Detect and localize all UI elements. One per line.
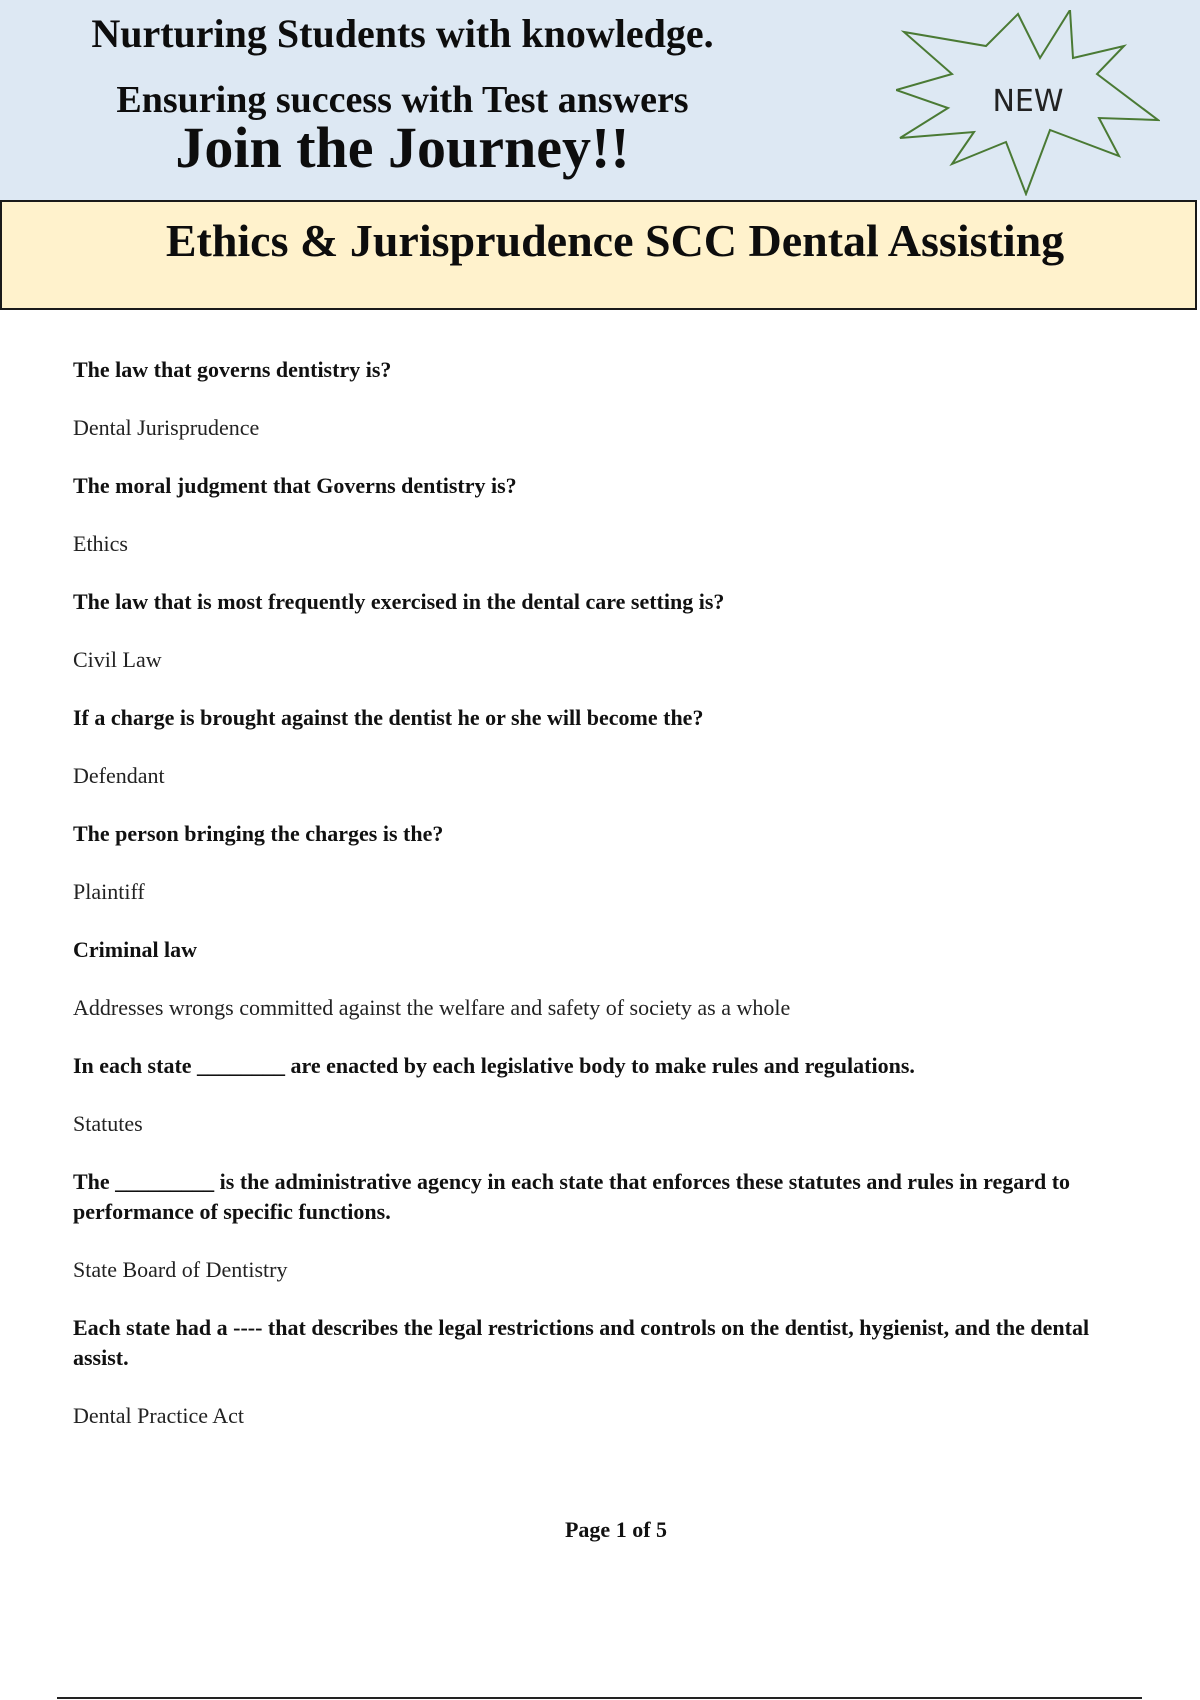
new-badge-label: NEW (992, 84, 1064, 119)
banner-tagline-success: Ensuring success with Test answers (116, 79, 689, 121)
banner-tagline-knowledge: Nurturing Students with knowledge. (91, 11, 714, 56)
question-text: The moral judgment that Governs dentistry is? (73, 473, 517, 498)
question-text: The _________ is the administrative agency in each state that enforces these statutes and rules in regard to performance of specific functions. (73, 1169, 1071, 1224)
answer-text: Dental Jurisprudence (73, 415, 260, 440)
qa-list (73, 355, 1148, 1431)
answer-text: Plaintiff (73, 879, 145, 904)
question-text: The person bringing the charges is the? (73, 821, 444, 846)
answer-text: Statutes (73, 1111, 143, 1136)
answer-text: State Board of Dentistry (73, 1257, 288, 1282)
answer-text: Dental Practice Act (73, 1403, 245, 1428)
question-text: Criminal law (73, 937, 198, 962)
document-title-box (0, 200, 1197, 310)
question-text: Each state had a ---- that describes the legal restrictions and controls on the dentist, hygienist, and the dental assist. (73, 1315, 1090, 1370)
banner-headline-journey: Join the Journey!! (175, 115, 630, 180)
answer-text: Defendant (73, 763, 165, 788)
answer-text: Civil Law (73, 647, 162, 672)
answer-text: Addresses wrongs committed against the welfare and safety of society as a whole (73, 995, 791, 1020)
footer-divider (57, 1697, 1142, 1699)
answer-text: Ethics (73, 531, 128, 556)
document-title: Ethics & Jurisprudence SCC Dental Assisting (165, 215, 1065, 266)
question-text: The law that governs dentistry is? (73, 357, 392, 382)
question-text: In each state ________ are enacted by each legislative body to make rules and regulations. (73, 1053, 915, 1078)
page-number: Page 1 of 5 (564, 1517, 668, 1542)
new-badge (896, 10, 1160, 196)
question-text: The law that is most frequently exercised in the dental care setting is? (73, 589, 725, 614)
question-text: If a charge is brought against the dentist he or she will become the? (73, 705, 704, 730)
promo-banner (0, 0, 1200, 200)
